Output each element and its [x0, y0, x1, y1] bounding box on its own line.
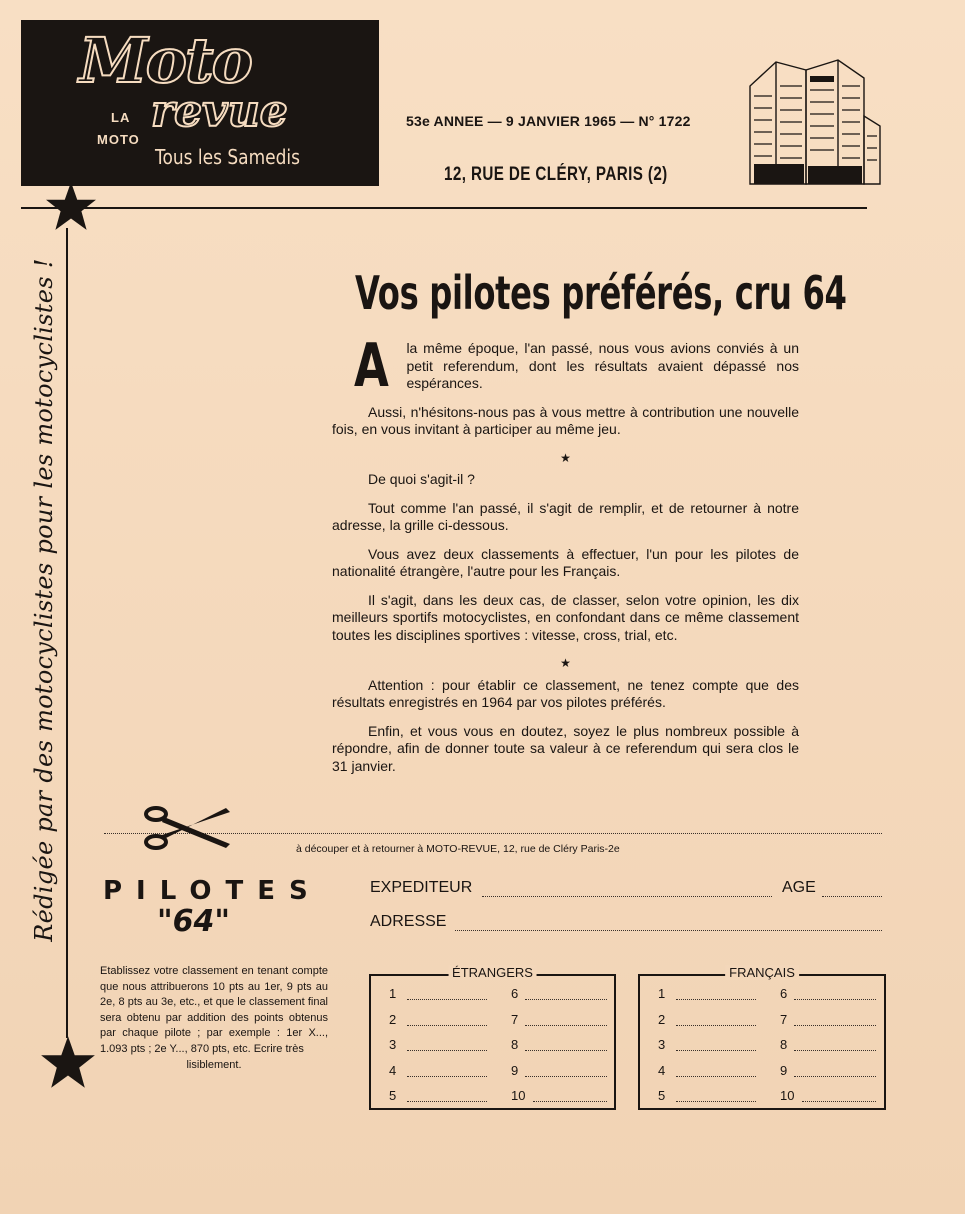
rank-entry-field[interactable] [676, 1050, 756, 1051]
article-paragraph: Vous avez deux classements à effectuer, l'un pour les pilotes de nationalité étrangère, l'autre pour les Français. [332, 545, 799, 579]
rank-number: 1 [389, 986, 397, 1001]
rank-entry-field[interactable] [794, 999, 876, 1000]
rank-number: 9 [780, 1062, 788, 1078]
rank-number: 7 [780, 1011, 788, 1027]
brand-small-la: LA [111, 110, 131, 125]
star-icon [44, 180, 98, 232]
drop-cap: A [354, 331, 389, 401]
coupon-instructions [100, 964, 328, 1073]
article-paragraph: Attention : pour établir ce classement, ne tenez compte que des résultats enregistrés en 1964 par vos pilotes préférés. [332, 676, 799, 710]
brand-sub: revue [151, 86, 288, 137]
article-paragraph [332, 331, 799, 401]
rank-number: 2 [389, 1011, 397, 1027]
rank-number: 5 [389, 1088, 397, 1103]
side-banner: Rédigée par des motocyclistes pour les motocyclistes ! [30, 258, 58, 942]
rank-number: 3 [389, 1037, 397, 1052]
instructions-text: Etablissez votre classement en tenant compte que nous attribuerons 10 pts au 1er, 9 pts au 2e, 8 pts au 3e, etc., et que le classement final sera obtenu par addition des points obtenus par chaque pilote ; par exemple : 1er X..., 1.093 pts ; 2e Y..., 870 pts, etc. Ecrire très [100, 965, 328, 1055]
rank-entry-field[interactable] [676, 999, 756, 1000]
star-icon [40, 1034, 96, 1090]
rank-entry-field[interactable] [407, 1076, 487, 1077]
article-body [332, 331, 799, 786]
sender-field[interactable] [482, 896, 772, 897]
section-separator: ★ [560, 656, 571, 670]
cut-instruction: à découper et à retourner à MOTO-REVUE, 12, rue de Cléry Paris-2e [296, 843, 620, 855]
rank-entry-field[interactable] [802, 1101, 876, 1102]
address-field[interactable] [455, 930, 882, 931]
rank-entry-field[interactable] [407, 999, 487, 1000]
building-illustration [746, 56, 882, 186]
rank-number: 10 [511, 1088, 526, 1103]
age-label: AGE [782, 879, 816, 896]
coupon-year: "64" [157, 904, 231, 939]
rank-entry-field[interactable] [407, 1025, 487, 1026]
rank-number: 6 [780, 986, 788, 1001]
brand-tagline: Tous les Samedis [155, 145, 300, 169]
brand-main: Moto [79, 24, 251, 97]
rank-number: 1 [658, 986, 666, 1001]
rank-entry-field[interactable] [676, 1101, 756, 1102]
publisher-address: 12, RUE DE CLÉRY, PARIS (2) [444, 164, 668, 185]
section-separator: ★ [560, 450, 571, 465]
rank-number: 4 [389, 1062, 397, 1078]
rank-number: 10 [780, 1088, 795, 1103]
address-label: ADRESSE [370, 913, 447, 930]
side-rule [66, 228, 68, 1038]
rank-entry-field[interactable] [525, 1076, 607, 1077]
header-rule [21, 207, 867, 209]
coupon-heading: PILOTES [103, 876, 322, 906]
sender-label: EXPEDITEUR [370, 879, 473, 896]
scissors-icon [142, 804, 232, 854]
article-title: Vos pilotes préférés, cru 64 [355, 266, 847, 320]
rank-entry-field[interactable] [525, 1025, 607, 1026]
rank-number: 8 [780, 1037, 788, 1052]
brand-small-moto: MOTO [97, 132, 140, 147]
rank-entry-field[interactable] [676, 1025, 756, 1026]
french-ranking-grid [638, 965, 886, 1110]
article-paragraph: Il s'agit, dans les deux cas, de classer, selon votre opinion, les dix meilleurs sportifs motocyclistes, en confondant dans ce même classement toutes les disciplines sportives : vitesse, cross, trial, etc. [332, 591, 799, 643]
age-field[interactable] [822, 896, 882, 897]
rank-number: 5 [658, 1088, 666, 1103]
grid-title: FRANÇAIS [725, 965, 799, 980]
rank-entry-field[interactable] [525, 999, 607, 1000]
rank-entry-field[interactable] [525, 1050, 607, 1051]
issue-line: 53e ANNEE — 9 JANVIER 1965 — N° 1722 [406, 113, 691, 129]
foreign-ranking-grid [369, 965, 616, 1110]
rank-number: 2 [658, 1011, 666, 1027]
rank-number: 4 [658, 1062, 666, 1078]
rank-entry-field[interactable] [533, 1101, 607, 1102]
rank-number: 6 [511, 986, 519, 1001]
rank-entry-field[interactable] [794, 1025, 876, 1026]
rank-entry-field[interactable] [676, 1076, 756, 1077]
rank-number: 3 [658, 1037, 666, 1052]
article-paragraph: Tout comme l'an passé, il s'agit de remplir, et de retourner à notre adresse, la grille ci-dessous. [332, 499, 799, 533]
instructions-end: lisiblement. [186, 1058, 242, 1071]
rank-entry-field[interactable] [794, 1050, 876, 1051]
rank-number: 8 [511, 1037, 519, 1052]
masthead-logo [21, 20, 379, 186]
paragraph-text: la même époque, l'an passé, nous vous avions conviés à un petit referendum, dont les résultats avaient dépassé nos espérances. [406, 340, 799, 391]
article-paragraph: Enfin, et vous vous en doutez, soyez le plus nombreux possible à répondre, afin de donner toute sa valeur à ce referendum qui sera clos le 31 janvier. [332, 722, 799, 774]
rank-number: 9 [511, 1062, 519, 1078]
article-paragraph: De quoi s'agit-il ? [368, 471, 475, 487]
rank-entry-field[interactable] [407, 1050, 487, 1051]
rank-entry-field[interactable] [407, 1101, 487, 1102]
article-paragraph: Aussi, n'hésitons-nous pas à vous mettre à contribution une nouvelle fois, en vous invitant à participer au même jeu. [332, 403, 799, 437]
rank-number: 7 [511, 1011, 519, 1027]
rank-entry-field[interactable] [794, 1076, 876, 1077]
grid-title: ÉTRANGERS [448, 965, 537, 980]
